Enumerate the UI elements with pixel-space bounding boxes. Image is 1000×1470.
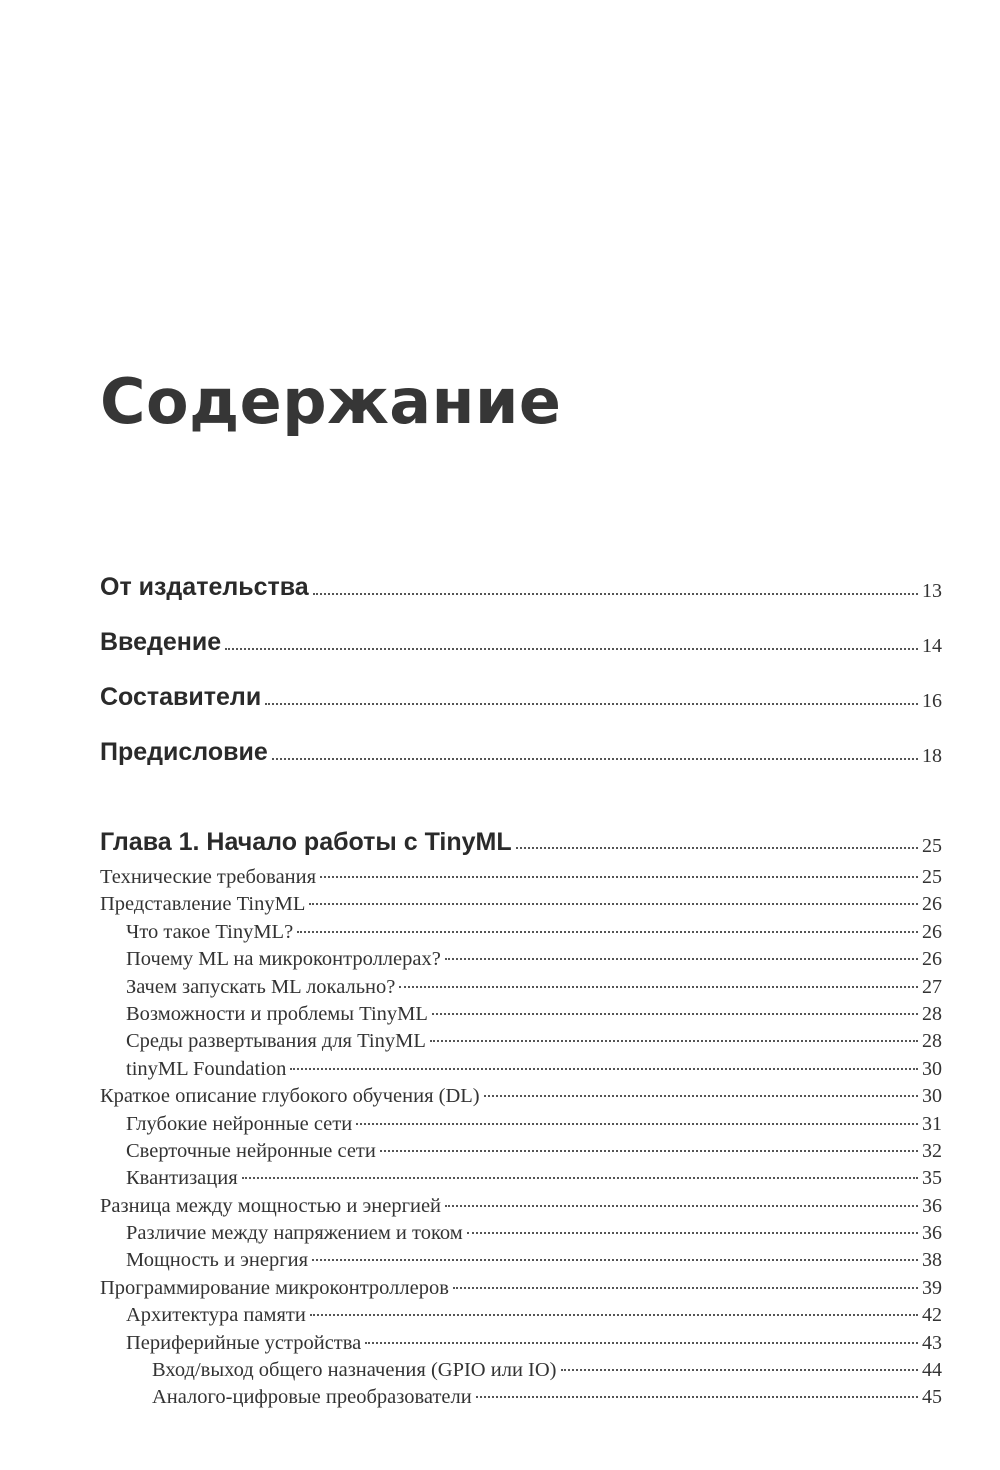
toc-entry-contributors[interactable]: [100, 670, 942, 725]
toc-entry-page: 28: [922, 1002, 942, 1025]
toc-entry[interactable]: [100, 1030, 942, 1057]
toc-entry-title: Представление TinyML: [100, 893, 306, 916]
toc-entry[interactable]: [100, 1167, 942, 1194]
toc-entry[interactable]: [100, 1222, 942, 1249]
toc-entry-page: 25: [922, 866, 942, 888]
toc-entry-page: 14: [922, 635, 942, 657]
toc-entry-title: Периферийные устройства: [126, 1331, 362, 1354]
toc-entry-page: 36: [922, 1194, 942, 1217]
leader-dots: [453, 1287, 918, 1289]
toc-entry-title: От издательства: [100, 573, 309, 601]
toc-entry-introduction[interactable]: [100, 615, 942, 670]
leader-dots: [399, 986, 918, 988]
toc-entry[interactable]: [100, 1359, 942, 1386]
toc-entry-preface[interactable]: [100, 725, 942, 780]
toc-entry[interactable]: [100, 1113, 942, 1140]
toc-entry-page: 16: [922, 690, 942, 712]
toc-entry-title: tinyML Foundation: [126, 1057, 287, 1080]
leader-dots: [225, 648, 918, 650]
toc-entry-title: Вход/выход общего назначения (GPIO или IO): [152, 1359, 557, 1382]
leader-dots: [432, 1013, 918, 1015]
toc-entry[interactable]: [100, 948, 942, 975]
toc-entry-page: 39: [922, 1276, 942, 1299]
leader-dots: [272, 758, 918, 760]
toc-entry-title: Аналого-цифровые преобразователи: [152, 1386, 472, 1409]
toc-entry[interactable]: [100, 1249, 942, 1276]
toc-entry-page: 26: [922, 920, 942, 943]
leader-dots: [445, 1205, 918, 1207]
toc-entry-title: Зачем запускать ML локально?: [126, 975, 396, 998]
toc-entry-title: Составители: [100, 683, 262, 711]
leader-dots: [467, 1232, 918, 1234]
toc-entry-title: Сверточные нейронные сети: [126, 1139, 376, 1162]
toc-entry-title: Предисловие: [100, 738, 268, 766]
toc-entry-page: 26: [922, 948, 942, 971]
toc-entry[interactable]: [100, 866, 942, 893]
leader-dots: [356, 1123, 918, 1125]
toc-entry-title: Возможности и проблемы TinyML: [126, 1002, 428, 1025]
leader-dots: [309, 903, 918, 905]
toc-entry[interactable]: [100, 976, 942, 1003]
toc-entry-page: 32: [922, 1139, 942, 1162]
toc-entry-page: 18: [922, 745, 942, 767]
leader-dots: [242, 1177, 918, 1179]
toc-entry-title: Введение: [100, 628, 222, 656]
toc-entry[interactable]: [100, 1195, 942, 1222]
toc-entry-title: Почему ML на микроконтроллерах?: [126, 948, 441, 971]
toc-entry[interactable]: [100, 1003, 942, 1030]
toc-entry-page: 30: [922, 1057, 942, 1080]
toc-entry-title: Программирование микроконтроллеров: [100, 1276, 449, 1299]
toc-entry-title: Мощность и энергия: [126, 1249, 309, 1272]
toc-entry[interactable]: [100, 1332, 942, 1359]
toc-entry-page: 38: [922, 1249, 942, 1272]
leader-dots: [313, 593, 918, 595]
toc-entry-title: Что такое TinyML?: [126, 920, 294, 943]
toc-entry-page: 43: [922, 1331, 942, 1354]
toc-entry-page: 26: [922, 893, 942, 916]
toc-entry-page: 31: [922, 1112, 942, 1135]
toc-entry-title: Глубокие нейронные сети: [126, 1112, 353, 1135]
toc-entry[interactable]: [100, 1386, 942, 1413]
toc-entry-title: Технические требования: [100, 866, 317, 888]
leader-dots: [297, 931, 918, 933]
toc-entry[interactable]: [100, 1085, 942, 1112]
toc-entry[interactable]: [100, 1277, 942, 1304]
leader-dots: [561, 1369, 919, 1371]
toc-entry-title: Среды развертывания для TinyML: [126, 1030, 426, 1053]
leader-dots: [380, 1150, 918, 1152]
toc-entry[interactable]: [100, 1058, 942, 1085]
toc-entry-page: 44: [922, 1359, 942, 1382]
toc-entry-page: 42: [922, 1304, 942, 1327]
toc-entry-page: 45: [922, 1386, 942, 1409]
toc-entry-publisher[interactable]: [100, 560, 942, 615]
leader-dots: [320, 876, 918, 878]
leader-dots: [476, 1396, 918, 1398]
toc-entry-title: Различие между напряжением и током: [126, 1222, 463, 1245]
toc-entry-page: 27: [922, 975, 942, 998]
toc-entry[interactable]: [100, 1304, 942, 1331]
toc-chapter-title: Глава 1. Начало работы с TinyML: [100, 827, 512, 856]
leader-dots: [312, 1259, 918, 1261]
leader-dots: [290, 1068, 918, 1070]
toc-entry-page: 28: [922, 1030, 942, 1053]
toc-entry-page: 13: [922, 580, 942, 602]
toc-entry-title: Архитектура памяти: [126, 1304, 306, 1327]
leader-dots: [484, 1095, 918, 1097]
toc-entry-page: 30: [922, 1085, 942, 1108]
leader-dots: [430, 1040, 918, 1042]
toc-entry-page: 36: [922, 1222, 942, 1245]
leader-dots: [365, 1342, 918, 1344]
toc-entry-title: Разница между мощностью и энергией: [100, 1194, 442, 1217]
toc-chapter-1[interactable]: [100, 818, 942, 866]
toc-entry[interactable]: [100, 893, 942, 920]
toc-entry-title: Квантизация: [126, 1167, 238, 1190]
leader-dots: [445, 958, 918, 960]
toc-entry-page: 35: [922, 1167, 942, 1190]
toc-chapter-page: 25: [922, 834, 942, 857]
toc-entry[interactable]: [100, 1140, 942, 1167]
leader-dots: [516, 847, 918, 849]
leader-dots: [310, 1314, 918, 1316]
page-title: Содержание: [100, 365, 562, 438]
leader-dots: [265, 703, 918, 705]
table-of-contents: [100, 560, 942, 1414]
toc-entry-title: Краткое описание глубокого обучения (DL): [100, 1085, 480, 1108]
toc-entry[interactable]: [100, 921, 942, 948]
